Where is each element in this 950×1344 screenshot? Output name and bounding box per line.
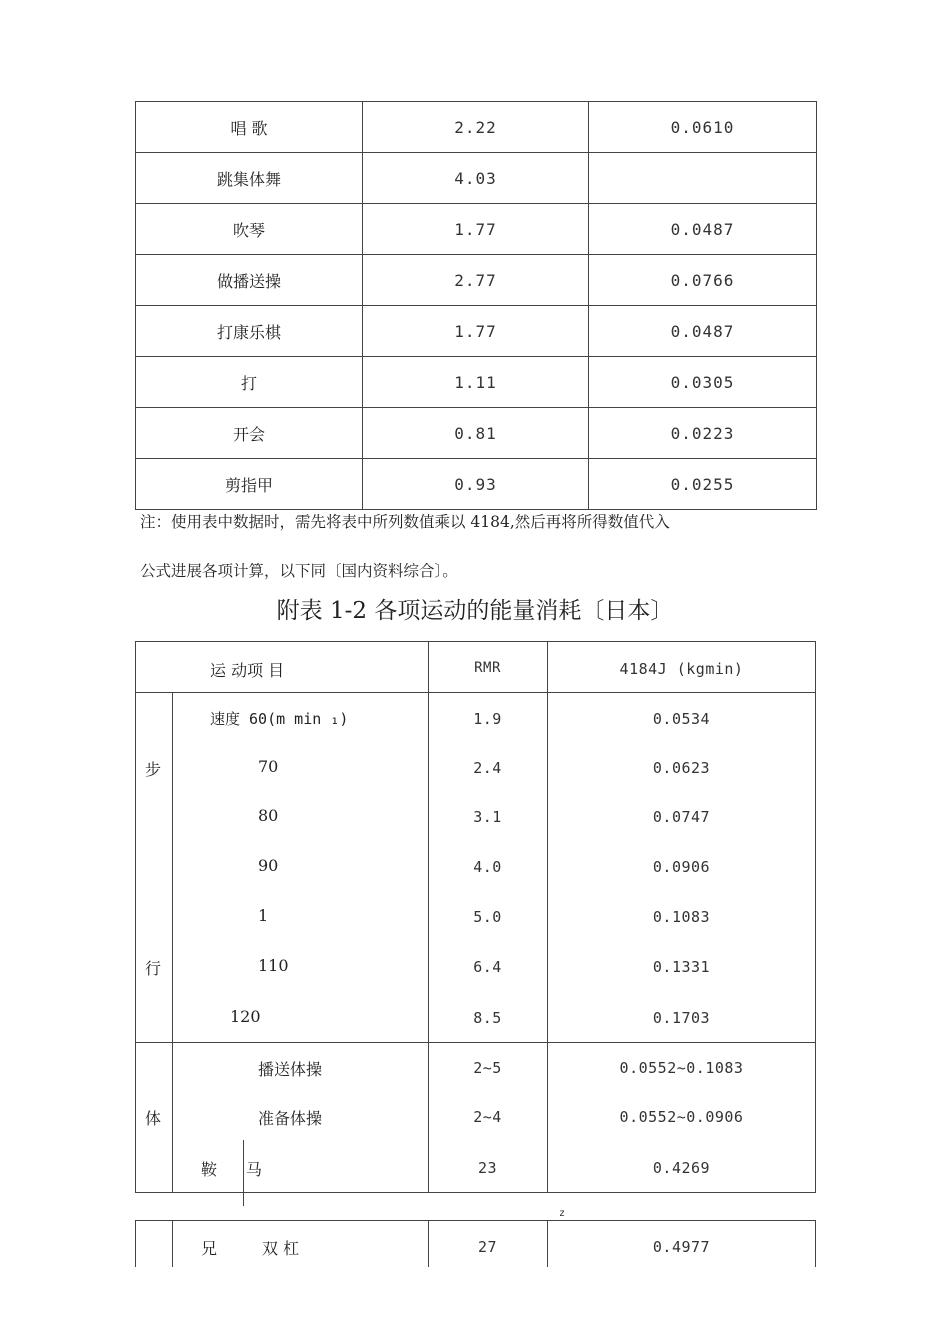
header-activity: 运 动项 目 bbox=[210, 661, 285, 680]
table-row bbox=[136, 357, 817, 408]
value-cell: 1.77 bbox=[363, 204, 589, 255]
energy-table-1-body bbox=[136, 102, 817, 510]
walk-row-rmr: 4.0 bbox=[473, 858, 502, 876]
activity-cell: 剪指甲 bbox=[136, 459, 363, 510]
gym-row-rmr: 23 bbox=[477, 1159, 498, 1177]
activity-cell: 做播送操 bbox=[136, 255, 363, 306]
table-2-divider bbox=[172, 692, 173, 1193]
walk-row-label: 90 bbox=[258, 856, 279, 875]
table-2-title: 附表 1-2 各项运动的能量消耗〔日本〕 bbox=[276, 598, 674, 624]
energy-cell bbox=[589, 153, 817, 204]
walk-row-rmr: 6.4 bbox=[473, 958, 502, 976]
activity-cell: 打 bbox=[136, 357, 363, 408]
table-2-cont-border bbox=[135, 1220, 816, 1221]
gym-row-label: 播送体操 bbox=[258, 1060, 323, 1079]
walk-row-label: 120 bbox=[230, 1007, 261, 1026]
walk-row-value: 0.0906 bbox=[652, 858, 711, 876]
header-energy: 4184J (kgmin) bbox=[619, 660, 744, 678]
table-2-cont-border bbox=[172, 1220, 173, 1267]
walk-row-label: 速度 60(m min ₁) bbox=[210, 710, 349, 728]
energy-table-1 bbox=[135, 101, 817, 510]
table-2-divider bbox=[135, 692, 816, 693]
energy-cell: 0.0487 bbox=[589, 204, 817, 255]
gym-row-value: 0.0552~0.0906 bbox=[619, 1108, 744, 1126]
value-cell: 1.11 bbox=[363, 357, 589, 408]
energy-cell: 0.0610 bbox=[589, 102, 817, 153]
cont-row-label-b: 双 杠 bbox=[262, 1239, 300, 1258]
walk-row-value: 0.0747 bbox=[652, 808, 711, 826]
activity-cell: 开会 bbox=[136, 408, 363, 459]
activity-cell: 跳集体舞 bbox=[136, 153, 363, 204]
gym-row-rmr: 2~5 bbox=[473, 1059, 502, 1077]
walk-row-label: 110 bbox=[258, 956, 289, 975]
walk-row-label: 80 bbox=[258, 806, 279, 825]
energy-cell: 0.0223 bbox=[589, 408, 817, 459]
walk-row-rmr: 1.9 bbox=[473, 710, 502, 728]
walk-row-value: 0.0623 bbox=[652, 759, 711, 777]
activity-cell: 唱 歌 bbox=[136, 102, 363, 153]
table-2-cont-border bbox=[135, 1220, 136, 1267]
gym-row-value: 0.4269 bbox=[652, 1159, 711, 1177]
value-cell: 1.77 bbox=[363, 306, 589, 357]
energy-cell: 0.0255 bbox=[589, 459, 817, 510]
table-row bbox=[136, 459, 817, 510]
walk-row-label: 70 bbox=[258, 757, 279, 776]
note-line-2: 公式进展各项计算，以下同〔国内资料综合〕。 bbox=[140, 562, 458, 580]
walk-row-value: 0.0534 bbox=[652, 710, 711, 728]
gym-group-label: 体 bbox=[145, 1109, 162, 1128]
walk-row-rmr: 5.0 bbox=[473, 908, 502, 926]
table-row bbox=[136, 102, 817, 153]
walk-row-value: 0.1083 bbox=[652, 908, 711, 926]
cont-row-label-a: 兄 bbox=[201, 1239, 218, 1258]
cont-row-rmr: 27 bbox=[477, 1238, 498, 1256]
gym-row-label-b: 马 bbox=[246, 1160, 263, 1179]
walk-row-rmr: 8.5 bbox=[473, 1009, 502, 1027]
table-row bbox=[136, 255, 817, 306]
value-cell: 0.81 bbox=[363, 408, 589, 459]
value-cell: 2.77 bbox=[363, 255, 589, 306]
activity-cell: 吹琴 bbox=[136, 204, 363, 255]
value-cell: 0.93 bbox=[363, 459, 589, 510]
value-cell: 4.03 bbox=[363, 153, 589, 204]
table-2-divider bbox=[135, 1042, 816, 1043]
energy-cell: 0.0766 bbox=[589, 255, 817, 306]
header-rmr: RMR bbox=[474, 660, 501, 676]
walk-group-label-bottom: 行 bbox=[145, 959, 162, 978]
page-mark: z bbox=[559, 1208, 566, 1219]
table-row bbox=[136, 153, 817, 204]
activity-cell: 打康乐棋 bbox=[136, 306, 363, 357]
gym-row-label-a: 鞍 bbox=[201, 1160, 218, 1179]
walk-row-label: 1 bbox=[258, 906, 269, 925]
walk-row-value: 0.1331 bbox=[652, 958, 711, 976]
gym-row-value: 0.0552~0.1083 bbox=[619, 1059, 744, 1077]
gym-row-label: 准备体操 bbox=[258, 1109, 323, 1128]
gym-row-rmr: 2~4 bbox=[473, 1108, 502, 1126]
energy-cell: 0.0305 bbox=[589, 357, 817, 408]
note-line-1: 注：使用表中数据时，需先将表中所列数值乘以 4184,然后再将所得数值代入 bbox=[140, 513, 670, 531]
walk-row-rmr: 3.1 bbox=[473, 808, 502, 826]
walk-row-value: 0.1703 bbox=[652, 1009, 711, 1027]
cont-row-value: 0.4977 bbox=[652, 1238, 711, 1256]
walk-group-label-top: 步 bbox=[145, 760, 162, 779]
table-row bbox=[136, 306, 817, 357]
walk-row-rmr: 2.4 bbox=[473, 759, 502, 777]
value-cell: 2.22 bbox=[363, 102, 589, 153]
table-row bbox=[136, 408, 817, 459]
table-row bbox=[136, 204, 817, 255]
energy-cell: 0.0487 bbox=[589, 306, 817, 357]
table-2-divider bbox=[243, 1140, 244, 1206]
